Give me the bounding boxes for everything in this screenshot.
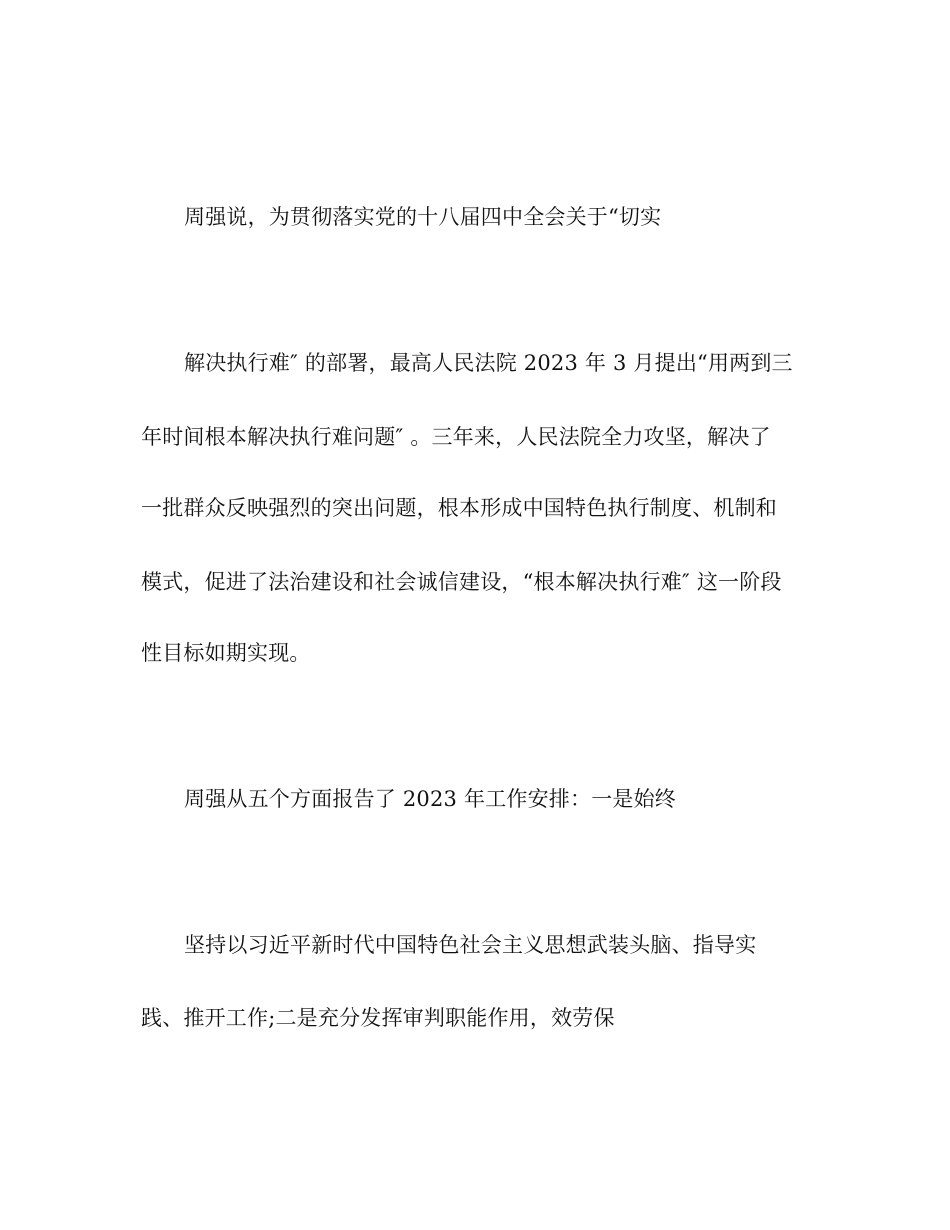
paragraph-2-line-2: 年时间根本解决执行难问题″ 。三年来，人民法院全力攻坚，解决了	[141, 425, 771, 449]
paragraph-1-line-1: 周强说，为贯彻落实党的十八届四中全会关于“切实	[184, 205, 662, 229]
paragraph-3-line-1: 周强从五个方面报告了 2023 年工作安排：一是始终	[184, 787, 676, 811]
paragraph-2-line-3: 一批群众反映强烈的突出问题，根本形成中国特色执行制度、机制和	[141, 496, 777, 520]
paragraph-2-line-1: 解决执行难″ 的部署，最高人民法院 2023 年 3 月提出“用两到三	[184, 351, 793, 375]
paragraph-4-line-1: 坚持以习近平新时代中国特色社会主义思想武装头脑、指导实	[184, 933, 757, 957]
paragraph-2-line-4: 模式，促进了法治建设和社会诚信建设，“根本解决执行难″ 这一阶段	[141, 570, 782, 594]
paragraph-2-line-5: 性目标如期实现。	[141, 641, 311, 665]
paragraph-4-line-2: 践、推开工作;二是充分发挥审判职能作用，效劳保	[141, 1006, 615, 1030]
